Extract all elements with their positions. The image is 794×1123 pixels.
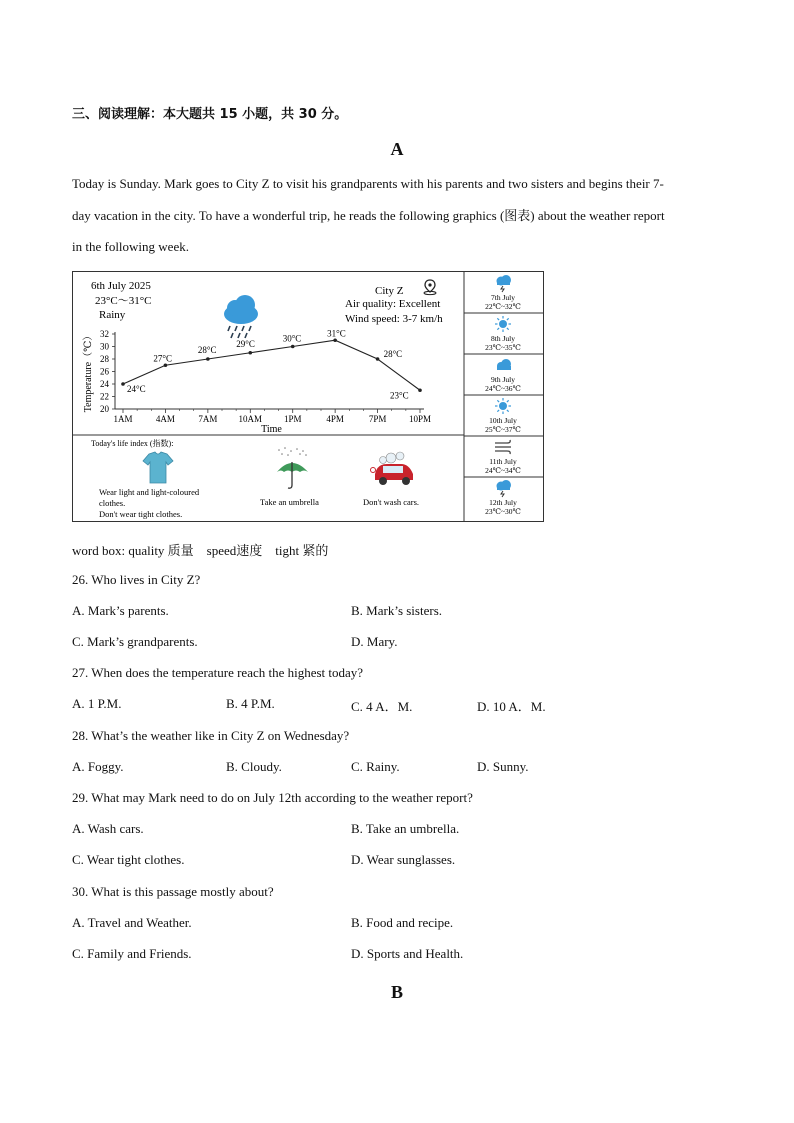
x-tick-label: 4AM [155, 414, 175, 424]
passage-line-2: day vacation in the city. To have a wonderful trip, he reads the following graphics (图表) about the weather report [72, 208, 665, 223]
temperature-point [376, 357, 380, 361]
temperature-line-chart [82, 328, 431, 435]
word-box: word box: quality 质量 speed速度 tight 紧的 [72, 543, 329, 558]
forecast-date: 10th July [489, 416, 517, 425]
forecast-cell [485, 359, 521, 393]
q27-option-a[interactable]: A. 1 P.M. [72, 696, 122, 711]
sun-icon [495, 316, 511, 332]
temperature-point-label: 27°C [153, 353, 173, 364]
temperature-point-label: 23°C [390, 390, 409, 401]
x-tick-label: 10AM [238, 414, 263, 424]
q30-option-c[interactable]: C. Family and Friends. [72, 946, 192, 961]
temperature-point-label: 28°C [197, 345, 217, 355]
tshirt-icon [143, 452, 173, 483]
sun-icon [495, 398, 511, 414]
forecast-cell [485, 398, 521, 434]
y-axis-label: Temperature（℃） [83, 330, 94, 413]
q26-option-c[interactable]: C. Mark’s grandparents. [72, 634, 198, 649]
q30-option-a[interactable]: A. Travel and Weather. [72, 915, 192, 930]
q29-option-d[interactable]: D. Wear sunglasses. [351, 852, 456, 867]
q28-option-b[interactable]: B. Cloudy. [226, 759, 282, 774]
forecast-date: 8th July [491, 334, 515, 343]
forecast-range: 24℃~34℃ [485, 466, 521, 475]
part-b-title: B [390, 982, 403, 1002]
cloud-icon [497, 359, 511, 370]
life-index-title: Today's life index (指数): [91, 439, 174, 448]
weather-report-graphic [72, 271, 544, 522]
forecast-cell [485, 480, 521, 516]
weather-condition: Rainy [99, 309, 126, 321]
umbrella-icon [277, 447, 308, 488]
forecast-range: 23℃~30℃ [485, 507, 521, 516]
temperature-series-line [123, 340, 420, 390]
q28-option-c[interactable]: C. Rainy. [351, 759, 400, 774]
x-axis-label: Time [261, 424, 282, 435]
q30-option-b[interactable]: B. Food and recipe. [351, 915, 454, 930]
y-tick-label: 32 [100, 329, 109, 339]
x-tick-label: 4PM [326, 414, 344, 424]
y-tick-label: 26 [100, 366, 109, 377]
temperature-point-label: 24°C [127, 384, 146, 394]
forecast-range: 24℃~36℃ [485, 384, 521, 393]
x-tick-label: 10PM [408, 414, 432, 424]
forecast-cell [485, 440, 521, 475]
temperature-point-label: 28°C [383, 349, 403, 359]
temperature-point [418, 388, 422, 392]
air-quality: Air quality: Excellent [345, 298, 441, 310]
forecast-range: 25℃~37℃ [485, 425, 521, 434]
question-26: 26. Who lives in City Z? [72, 572, 201, 587]
temperature-point [248, 351, 252, 355]
rain-icon [497, 480, 512, 497]
passage-line-1: Today is Sunday. Mark goes to City Z to visit his grandparents with his parents and two sisters and begins their 7- [72, 176, 664, 191]
q26-option-b[interactable]: B. Mark’s sisters. [351, 603, 442, 618]
q26-option-a[interactable]: A. Mark’s parents. [72, 603, 169, 618]
y-tick-label: 24 [100, 379, 109, 389]
life-tip-1-line2: clothes. [99, 498, 126, 508]
q28-option-a[interactable]: A. Foggy. [72, 759, 124, 774]
temperature-point-label: 29°C [236, 338, 255, 349]
forecast-date: 9th July [491, 375, 515, 384]
forecast-date: 7th July [491, 293, 515, 302]
y-tick-label: 22 [100, 391, 109, 402]
question-29: 29. What may Mark need to do on July 12th according to the weather report? [72, 790, 473, 805]
temperature-point [164, 363, 168, 367]
section-heading: 三、阅读理解：本大题共 15 小题，共 30 分。 [72, 107, 348, 122]
report-date: 6th July 2025 [91, 280, 151, 292]
temperature-point [206, 357, 210, 361]
city-name: City Z [375, 285, 404, 297]
life-tip-1-line3: Don't wear tight clothes. [99, 509, 183, 519]
q27-option-d[interactable]: D. 10 A．M. [477, 699, 546, 714]
x-tick-label: 7PM [368, 414, 387, 424]
temp-range: 23°C～31°C [95, 295, 152, 307]
temperature-point [291, 345, 295, 349]
y-tick-label: 30 [100, 341, 109, 352]
life-tip-3: Don't wash cars. [363, 497, 420, 507]
question-30: 30. What is this passage mostly about? [72, 884, 274, 899]
life-tip-1-line1: Wear light and light-coloured [99, 487, 200, 497]
wind-speed: Wind speed: 3-7 km/h [345, 313, 443, 325]
wind-icon [495, 440, 511, 454]
x-tick-label: 7AM [198, 414, 218, 424]
question-27: 27. When does the temperature reach the highest today? [72, 665, 364, 680]
q27-option-c[interactable]: C. 4 A．M. [351, 699, 413, 714]
x-tick-label: 1AM [113, 414, 133, 424]
q27-option-b[interactable]: B. 4 P.M. [226, 696, 275, 711]
location-pin-icon [424, 280, 436, 295]
q29-option-c[interactable]: C. Wear tight clothes. [72, 852, 185, 867]
car-wash-icon [371, 452, 414, 485]
q26-option-d[interactable]: D. Mary. [351, 634, 398, 649]
passage-line-3: in the following week. [72, 239, 189, 254]
temperature-point [333, 338, 337, 342]
y-tick-label: 20 [100, 404, 109, 414]
part-a-title: A [390, 139, 404, 159]
x-tick-label: 1PM [283, 414, 302, 424]
forecast-range: 23℃~35℃ [485, 343, 521, 352]
forecast-range: 22℃~32℃ [485, 302, 521, 311]
forecast-date: 12th July [489, 498, 517, 507]
temperature-point-label: 30°C [282, 333, 302, 344]
q29-option-a[interactable]: A. Wash cars. [72, 821, 144, 836]
q29-option-b[interactable]: B. Take an umbrella. [351, 821, 460, 836]
rain-icon [497, 275, 512, 292]
forecast-cell [485, 316, 521, 352]
y-tick-label: 28 [100, 354, 109, 364]
life-tip-2: Take an umbrella [260, 497, 319, 507]
temperature-point-label: 31°C [327, 328, 346, 339]
q28-option-d[interactable]: D. Sunny. [477, 759, 529, 774]
temperature-point [121, 382, 125, 386]
rain-cloud-icon [224, 295, 258, 338]
q30-option-d[interactable]: D. Sports and Health. [351, 946, 464, 961]
forecast-cell [485, 275, 521, 311]
question-28: 28. What’s the weather like in City Z on Wednesday? [72, 728, 350, 743]
forecast-date: 11th July [489, 457, 517, 466]
